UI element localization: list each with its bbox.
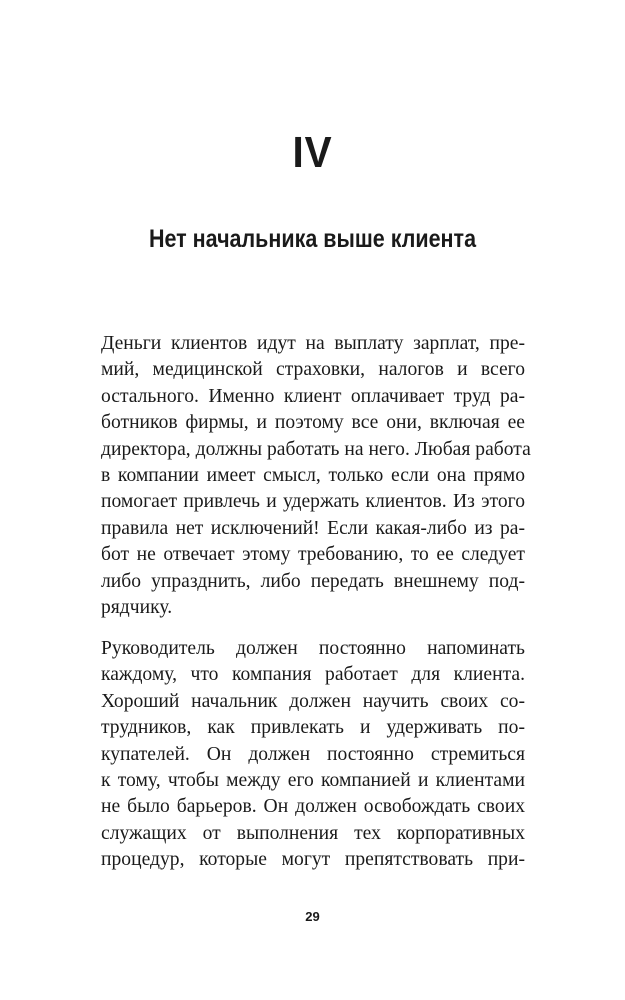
paragraph-line: не было барьеров. Он должен освобождать своих	[101, 796, 525, 818]
paragraph-line: остального. Именно клиент оплачивает труд ра-	[101, 385, 525, 407]
paragraph-line: в компании имеет смысл, только если она прямо	[101, 464, 525, 486]
chapter-number: IV	[292, 128, 333, 177]
paragraph-line: Руководитель должен постоянно напоминать	[101, 638, 525, 659]
paragraph-line: служащих от выполнения тех корпоративных	[101, 822, 525, 844]
paragraph-1	[101, 331, 531, 621]
paragraph-2	[101, 636, 525, 874]
paragraph-line: мий, медицинской страховки, налогов и всего	[101, 359, 525, 381]
paragraph-line: ботников фирмы, и поэтому все они, включая ее	[101, 412, 525, 434]
chapter-title: Нет начальника выше клиента	[148, 225, 477, 253]
paragraph-line: трудников, как привлекать и удерживать по-	[101, 717, 525, 739]
paragraph-line: купателей. Он должен постоянно стремиться	[101, 743, 525, 765]
paragraph-line: либо упразднить, либо передать внешнему под-	[101, 570, 525, 592]
paragraph-line: бот не отвечает этому требованию, то ее следует	[101, 544, 525, 566]
page-number: 29	[305, 909, 320, 924]
paragraph-line: рядчику.	[101, 596, 173, 618]
paragraph-line: к тому, чтобы между его компанией и клиентами	[101, 769, 525, 791]
paragraph-line: директора, должны работать на него. Любая работа	[101, 438, 531, 460]
paragraph-line: процедур, которые могут препятствовать при-	[101, 849, 525, 871]
paragraph-line: каждому, что компания работает для клиента.	[101, 664, 525, 686]
paragraph-line: Хороший начальник должен научить своих со-	[101, 690, 525, 712]
paragraph-line: правила нет исключений! Если какая-либо из ра-	[101, 517, 525, 539]
paragraph-line: Деньги клиентов идут на выплату зарплат, пре-	[101, 333, 525, 354]
paragraph-line: помогает привлечь и удержать клиентов. Из этого	[101, 491, 525, 513]
